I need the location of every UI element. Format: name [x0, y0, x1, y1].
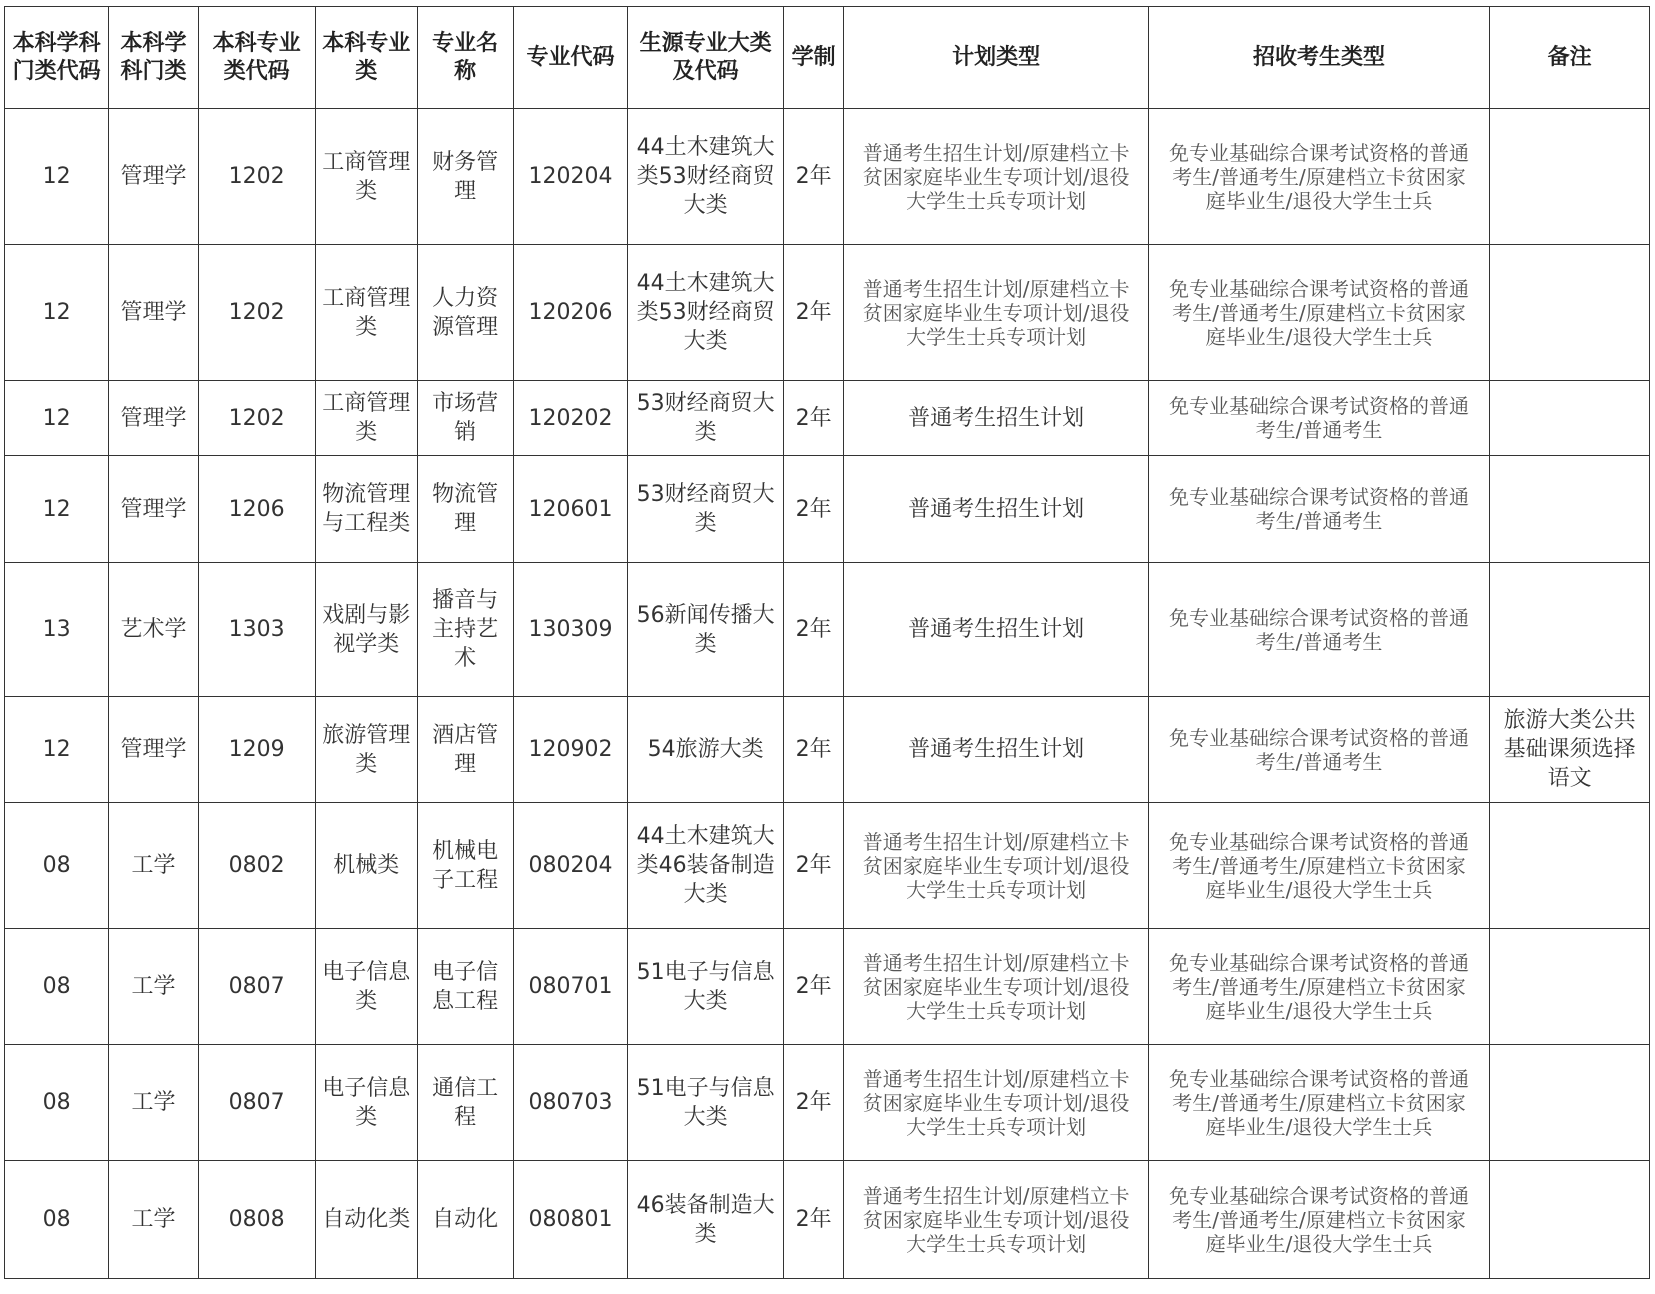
cell-major-code: 120204 [513, 109, 628, 245]
cell-source: 51电子与信息大类 [628, 929, 783, 1045]
header-plan: 计划类型 [844, 7, 1148, 109]
cell-source: 53财经商贸大类 [628, 381, 783, 456]
cell-discipline: 工学 [109, 1161, 198, 1279]
header-students: 招收考生类型 [1148, 7, 1490, 109]
cell-major: 播音与主持艺术 [417, 563, 513, 697]
cell-major-code: 130309 [513, 563, 628, 697]
cell-students: 免专业基础综合课考试资格的普通考生/普通考生/原建档立卡贫困家庭毕业生/退役大学生士兵 [1148, 109, 1490, 245]
table-row [5, 929, 1650, 1045]
cell-major-code: 080801 [513, 1161, 628, 1279]
cell-class-name: 自动化类 [315, 1161, 417, 1279]
cell-duration: 2年 [783, 1045, 844, 1161]
cell-source: 53财经商贸大类 [628, 456, 783, 563]
table-row [5, 245, 1650, 381]
header-major: 专业名称 [417, 7, 513, 109]
cell-discipline-code: 12 [5, 697, 109, 803]
cell-major: 人力资源管理 [417, 245, 513, 381]
cell-duration: 2年 [783, 109, 844, 245]
cell-class-name: 戏剧与影视学类 [315, 563, 417, 697]
cell-discipline-code: 08 [5, 1045, 109, 1161]
cell-class-code: 1303 [198, 563, 315, 697]
cell-discipline: 管理学 [109, 109, 198, 245]
cell-major-code: 120902 [513, 697, 628, 803]
cell-class-code: 0807 [198, 929, 315, 1045]
cell-class-code: 1202 [198, 381, 315, 456]
cell-duration: 2年 [783, 697, 844, 803]
cell-class-name: 工商管理类 [315, 109, 417, 245]
cell-class-name: 物流管理与工程类 [315, 456, 417, 563]
cell-note [1490, 563, 1650, 697]
cell-source: 56新闻传播大类 [628, 563, 783, 697]
table-row [5, 381, 1650, 456]
cell-duration: 2年 [783, 381, 844, 456]
cell-discipline-code: 12 [5, 245, 109, 381]
cell-major: 自动化 [417, 1161, 513, 1279]
cell-discipline: 管理学 [109, 456, 198, 563]
cell-class-name: 电子信息类 [315, 929, 417, 1045]
cell-plan: 普通考生招生计划 [844, 456, 1148, 563]
cell-class-code: 1209 [198, 697, 315, 803]
cell-major-code: 080703 [513, 1045, 628, 1161]
cell-class-code: 1202 [198, 245, 315, 381]
cell-source: 44土木建筑大类53财经商贸大类 [628, 109, 783, 245]
cell-students: 免专业基础综合课考试资格的普通考生/普通考生 [1148, 697, 1490, 803]
header-major-code: 专业代码 [513, 7, 628, 109]
cell-major-code: 120202 [513, 381, 628, 456]
table-row [5, 456, 1650, 563]
cell-discipline-code: 13 [5, 563, 109, 697]
table-row [5, 563, 1650, 697]
cell-discipline: 工学 [109, 929, 198, 1045]
cell-source: 44土木建筑大类53财经商贸大类 [628, 245, 783, 381]
cell-plan: 普通考生招生计划/原建档立卡贫困家庭毕业生专项计划/退役大学生士兵专项计划 [844, 929, 1148, 1045]
cell-class-code: 1206 [198, 456, 315, 563]
enrollment-table [4, 6, 1650, 1279]
header-duration: 学制 [783, 7, 844, 109]
cell-major: 电子信息工程 [417, 929, 513, 1045]
cell-note: 旅游大类公共基础课须选择语文 [1490, 697, 1650, 803]
cell-major: 财务管理 [417, 109, 513, 245]
header-source: 生源专业大类及代码 [628, 7, 783, 109]
cell-discipline-code: 12 [5, 381, 109, 456]
cell-class-name: 工商管理类 [315, 245, 417, 381]
cell-duration: 2年 [783, 803, 844, 929]
cell-source: 54旅游大类 [628, 697, 783, 803]
cell-students: 免专业基础综合课考试资格的普通考生/普通考生/原建档立卡贫困家庭毕业生/退役大学生士兵 [1148, 245, 1490, 381]
cell-note [1490, 1161, 1650, 1279]
cell-plan: 普通考生招生计划/原建档立卡贫困家庭毕业生专项计划/退役大学生士兵专项计划 [844, 109, 1148, 245]
table-row [5, 1045, 1650, 1161]
cell-note [1490, 109, 1650, 245]
cell-note [1490, 456, 1650, 563]
cell-plan: 普通考生招生计划/原建档立卡贫困家庭毕业生专项计划/退役大学生士兵专项计划 [844, 1161, 1148, 1279]
cell-note [1490, 929, 1650, 1045]
cell-major-code: 120601 [513, 456, 628, 563]
cell-students: 免专业基础综合课考试资格的普通考生/普通考生 [1148, 456, 1490, 563]
cell-plan: 普通考生招生计划 [844, 697, 1148, 803]
cell-major: 市场营销 [417, 381, 513, 456]
cell-students: 免专业基础综合课考试资格的普通考生/普通考生 [1148, 563, 1490, 697]
cell-class-code: 0808 [198, 1161, 315, 1279]
cell-major-code: 120206 [513, 245, 628, 381]
cell-discipline: 工学 [109, 1045, 198, 1161]
cell-students: 免专业基础综合课考试资格的普通考生/普通考生/原建档立卡贫困家庭毕业生/退役大学生士兵 [1148, 803, 1490, 929]
cell-source: 46装备制造大类 [628, 1161, 783, 1279]
cell-major: 通信工程 [417, 1045, 513, 1161]
cell-discipline: 管理学 [109, 245, 198, 381]
header-discipline: 本科学科门类 [109, 7, 198, 109]
cell-note [1490, 1045, 1650, 1161]
cell-source: 44土木建筑大类46装备制造大类 [628, 803, 783, 929]
cell-duration: 2年 [783, 563, 844, 697]
cell-discipline: 工学 [109, 803, 198, 929]
cell-students: 免专业基础综合课考试资格的普通考生/普通考生/原建档立卡贫困家庭毕业生/退役大学生士兵 [1148, 929, 1490, 1045]
cell-duration: 2年 [783, 245, 844, 381]
cell-note [1490, 803, 1650, 929]
header-class-code: 本科专业类代码 [198, 7, 315, 109]
table-row [5, 1161, 1650, 1279]
header-class-name: 本科专业类 [315, 7, 417, 109]
cell-class-code: 0802 [198, 803, 315, 929]
cell-students: 免专业基础综合课考试资格的普通考生/普通考生/原建档立卡贫困家庭毕业生/退役大学生士兵 [1148, 1161, 1490, 1279]
cell-class-name: 电子信息类 [315, 1045, 417, 1161]
cell-class-code: 1202 [198, 109, 315, 245]
cell-discipline-code: 08 [5, 803, 109, 929]
cell-source: 51电子与信息大类 [628, 1045, 783, 1161]
cell-class-name: 机械类 [315, 803, 417, 929]
cell-major: 酒店管理 [417, 697, 513, 803]
table-row [5, 803, 1650, 929]
cell-class-name: 工商管理类 [315, 381, 417, 456]
cell-plan: 普通考生招生计划/原建档立卡贫困家庭毕业生专项计划/退役大学生士兵专项计划 [844, 245, 1148, 381]
cell-plan: 普通考生招生计划/原建档立卡贫困家庭毕业生专项计划/退役大学生士兵专项计划 [844, 1045, 1148, 1161]
cell-discipline-code: 12 [5, 456, 109, 563]
cell-discipline: 管理学 [109, 381, 198, 456]
table-row [5, 109, 1650, 245]
header-note: 备注 [1490, 7, 1650, 109]
table-header-row [5, 7, 1650, 109]
cell-major-code: 080204 [513, 803, 628, 929]
cell-duration: 2年 [783, 1161, 844, 1279]
cell-class-code: 0807 [198, 1045, 315, 1161]
table-row [5, 697, 1650, 803]
cell-note [1490, 381, 1650, 456]
cell-discipline: 管理学 [109, 697, 198, 803]
header-discipline-code: 本科学科门类代码 [5, 7, 109, 109]
cell-discipline-code: 12 [5, 109, 109, 245]
cell-duration: 2年 [783, 456, 844, 563]
cell-plan: 普通考生招生计划/原建档立卡贫困家庭毕业生专项计划/退役大学生士兵专项计划 [844, 803, 1148, 929]
cell-major: 物流管理 [417, 456, 513, 563]
cell-discipline: 艺术学 [109, 563, 198, 697]
cell-class-name: 旅游管理类 [315, 697, 417, 803]
cell-plan: 普通考生招生计划 [844, 381, 1148, 456]
cell-duration: 2年 [783, 929, 844, 1045]
cell-students: 免专业基础综合课考试资格的普通考生/普通考生 [1148, 381, 1490, 456]
cell-students: 免专业基础综合课考试资格的普通考生/普通考生/原建档立卡贫困家庭毕业生/退役大学生士兵 [1148, 1045, 1490, 1161]
cell-discipline-code: 08 [5, 1161, 109, 1279]
cell-plan: 普通考生招生计划 [844, 563, 1148, 697]
cell-note [1490, 245, 1650, 381]
cell-discipline-code: 08 [5, 929, 109, 1045]
cell-major-code: 080701 [513, 929, 628, 1045]
cell-major: 机械电子工程 [417, 803, 513, 929]
